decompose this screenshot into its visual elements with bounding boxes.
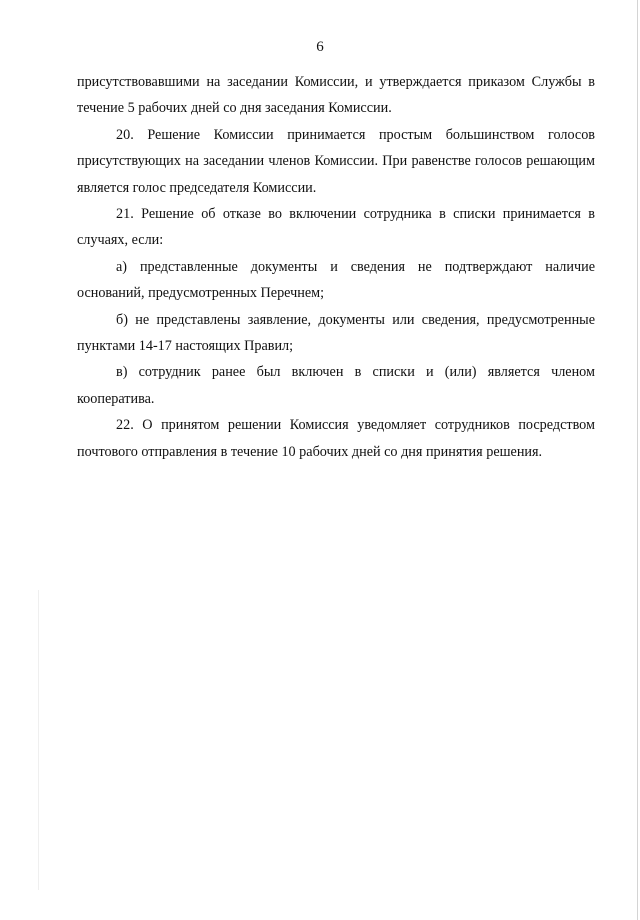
paragraph-20: 20. Решение Комиссии принимается простым большинством голосов присутствующих на заседании членов Комиссии. При равенстве голосов решающим является голос председателя Комиссии. <box>77 126 595 196</box>
scan-edge-right <box>637 0 638 920</box>
document-body <box>77 69 595 465</box>
paragraph-21-b: б) не представлены заявление, документы или сведения, предусмотренные пунктами 14-17 настоящих Правил; <box>77 311 595 355</box>
paragraph-21-c: в) сотрудник ранее был включен в списки и (или) является членом кооператива. <box>77 364 595 407</box>
page-number: 6 <box>316 39 324 55</box>
paragraph-21-a: а) представленные документы и сведения не подтверждают наличие оснований, предусмотренных Перечнем; <box>77 258 595 302</box>
paragraph-continuation: присутствовавшими на заседании Комиссии, и утверждается приказом Службы в течение 5 рабочих дней со дня заседания Комиссии. <box>77 74 595 117</box>
paragraph-22: 22. О принятом решении Комиссия уведомляет сотрудников посредством почтового отправления в течение 10 рабочих дней со дня принятия решения. <box>77 417 595 460</box>
scan-edge-left <box>38 590 39 890</box>
paragraph-21: 21. Решение об отказе во включении сотрудника в списки принимается в случаях, если: <box>77 206 595 249</box>
